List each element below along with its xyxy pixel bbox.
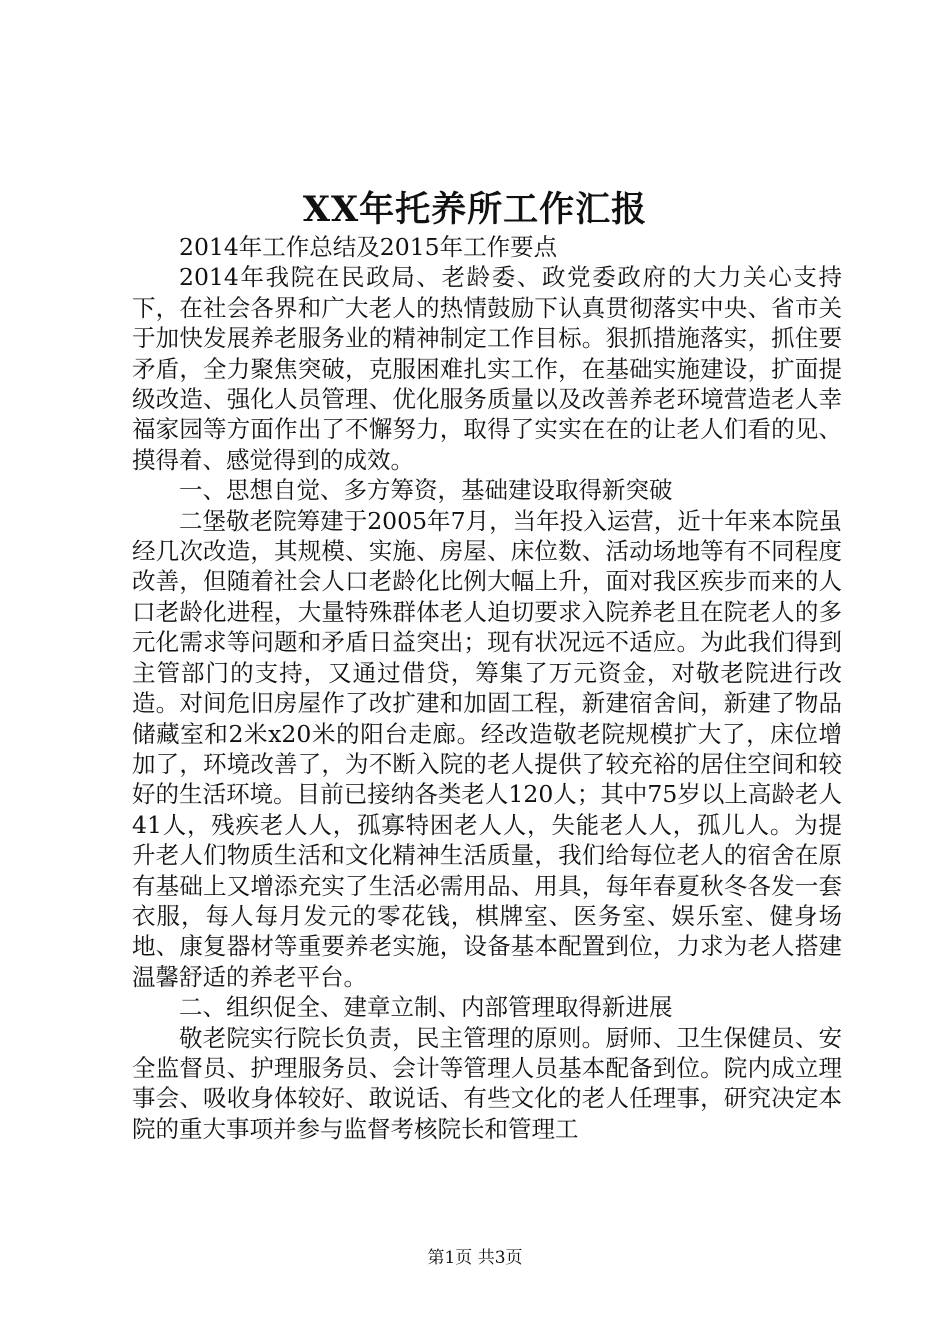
section-subtitle: 2014年工作总结及2015年工作要点 (179, 233, 558, 261)
intro-paragraph: 2014年我院在民政局、老龄委、政党委政府的大力关心支持下，在社会各界和广大老人的热情鼓励下认真贯彻落实中央、省市关于加快发展养老服务业的精神制定工作目标。狠抓措施落实，抓住要矛盾，全力聚焦突破，克服困难扎实工作，在基础实施建设，扩面提级改造、强化人员管理、优化服务质量以及改善养老环境营造老人幸福家园等方面作出了不懈努力，取得了实实在在的让老人们看的见、摸得着、感觉得到的成效。 (132, 263, 842, 474)
page-number-footer: 第1页 共3页 (427, 1248, 523, 1268)
document-body (132, 232, 842, 1144)
document-title: XX年托养所工作汇报 (302, 189, 648, 230)
section-1-paragraph: 二堡敬老院筹建于2005年7月，当年投入运营，近十年来本院虽经几次改造，其规模、实施、房屋、床位数、活动场地等有不同程度改善，但随着社会人口老龄化比例大幅上升，面对我区疾步而来的人口老龄化进程，大量特殊群体老人迫切要求入院养老且在院老人的多元化需求等问题和矛盾日益突出；现有状况远不适应。为此我们得到主管部门的支持，又通过借贷，筹集了万元资金，对敬老院进行改造。对间危旧房屋作了改扩建和加固工程，新建宿舍间，新建了物品储藏室和2米x20米的阳台走廊。经改造敬老院规模扩大了，床位增加了，环境改善了，为不断入院的老人提供了较充裕的居住空间和较好的生活环境。目前已接纳各类老人120人；其中75岁以上高龄老人41人，残疾老人人，孤寡特困老人人，失能老人人，孤儿人。为提升老人们物质生活和文化精神生活质量，我们给每位老人的宿舍在原有基础上又增添充实了生活必需用品、用具，每年春夏秋冬各发一套衣服，每人每月发元的零花钱，棋牌室、医务室、娱乐室、健身场地、康复器材等重要养老实施，设备基本配置到位，力求为老人搭建温馨舒适的养老平台。 (132, 506, 842, 991)
section-heading-2: 二、组织促全、建章立制、内部管理取得新进展 (179, 993, 673, 1022)
section-heading-1: 一、思想自觉、多方筹资，基础建设取得新突破 (179, 476, 673, 505)
section-2-paragraph: 敬老院实行院长负责，民主管理的原则。厨师、卫生保健员、安全监督员、护理服务员、会计等管理人员基本配备到位。院内成立理事会、吸收身体较好、敢说话、有些文化的老人任理事，研究决定本院的重大事项并参与监督考核院长和管理工 (132, 1023, 842, 1143)
